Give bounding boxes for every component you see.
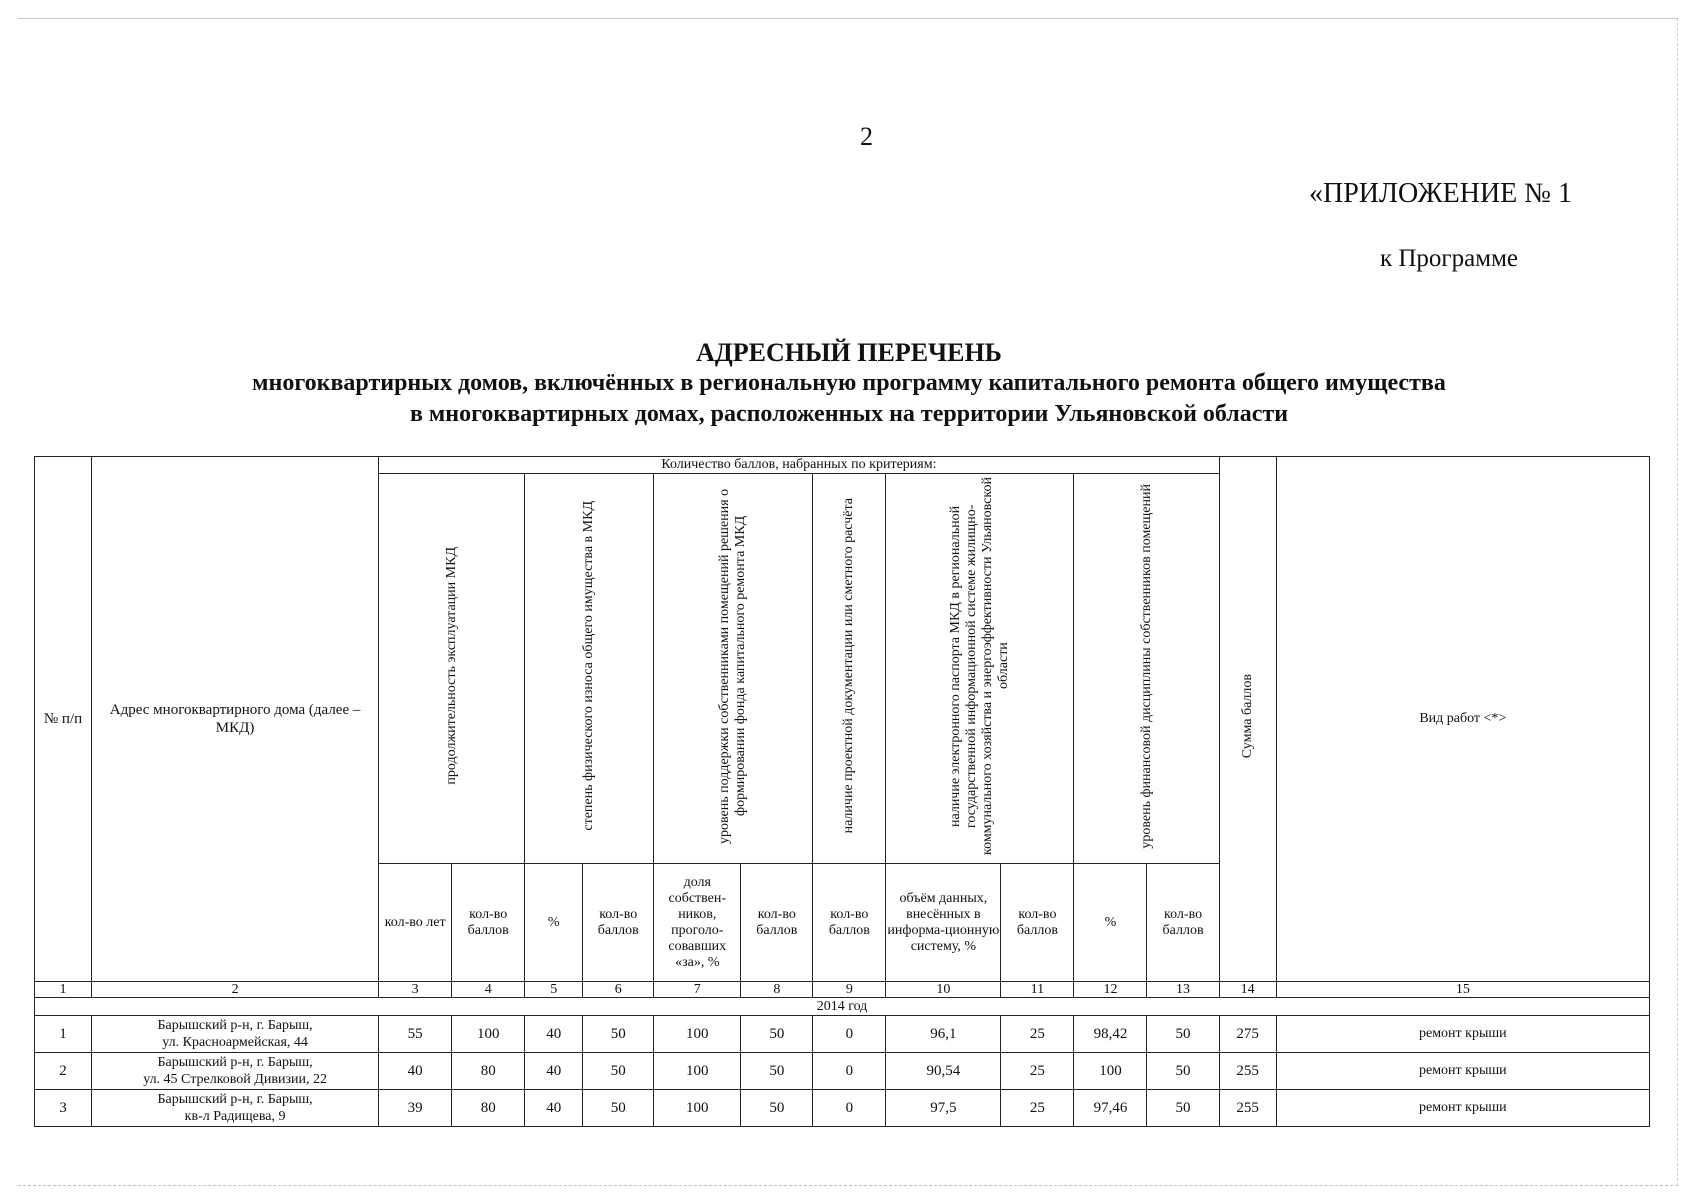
document-subtitle-line-2: в многоквартирных домах, расположенных на территории Ульяновской области (409, 401, 1289, 427)
value-cell: 0 (813, 1053, 886, 1090)
appendix-subtitle: к Программе (1379, 245, 1518, 272)
address-cell: Барышский р-н, г. Барыш, ул. Красноармейская, 44 (92, 1016, 379, 1053)
table-row (35, 1016, 1650, 1053)
total-cell: 275 (1219, 1016, 1276, 1053)
header-address: Адрес многоквартирного дома (далее – МКД) (92, 457, 379, 982)
value-cell: 50 (1147, 1053, 1219, 1090)
value-cell: 97,5 (886, 1090, 1001, 1127)
value-cell: 40 (525, 1090, 583, 1127)
header-criteria-group: Количество баллов, набранных по критериям: (379, 457, 1219, 474)
header-criterion-owner-support: уровень поддержки собственниками помещений решения о формировании фонда капитального ремонта МКД (654, 474, 813, 864)
work-type-cell: ремонт крыши (1276, 1016, 1649, 1053)
header-total-label: Сумма баллов (1239, 674, 1255, 759)
value-cell: 100 (654, 1053, 741, 1090)
header-criterion-financial-discipline: уровень финансовой дисциплины собственников помещений (1074, 474, 1219, 864)
subheader-cell: % (1074, 864, 1147, 982)
value-cell: 97,46 (1074, 1090, 1147, 1127)
subheader-cell: кол-во лет (379, 864, 452, 982)
column-number: 4 (452, 982, 525, 998)
value-cell: 50 (583, 1090, 654, 1127)
address-cell: Барышский р-н, г. Барыш, кв-л Радищева, 9 (92, 1090, 379, 1127)
year-section-label: 2014 год (35, 998, 1650, 1016)
value-cell: 40 (379, 1053, 452, 1090)
column-number: 11 (1001, 982, 1074, 998)
value-cell: 50 (1147, 1090, 1219, 1127)
subheader-cell: кол-во баллов (1147, 864, 1219, 982)
value-cell: 50 (1147, 1016, 1219, 1053)
value-cell: 50 (741, 1053, 813, 1090)
header-total (1219, 457, 1276, 982)
appendix-title: «ПРИЛОЖЕНИЕ № 1 (1309, 178, 1572, 209)
row-number-cell: 2 (35, 1053, 92, 1090)
subheader-cell: кол-во баллов (741, 864, 813, 982)
column-number: 14 (1219, 982, 1276, 998)
document-title: АДРЕСНЫЙ ПЕРЕЧЕНЬ (696, 338, 1002, 367)
value-cell: 96,1 (886, 1016, 1001, 1053)
header-criterion-project-docs: наличие проектной документации или сметного расчёта (813, 474, 886, 864)
value-cell: 0 (813, 1090, 886, 1127)
address-list-table (34, 456, 1650, 1127)
column-number: 1 (35, 982, 92, 998)
subheader-cell: доля собствен-ников, проголо-совавших «за», % (654, 864, 741, 982)
document-subtitle-line-1: многоквартирных домов, включённых в региональную программу капитального ремонта общего имущества (252, 370, 1446, 396)
total-cell: 255 (1219, 1090, 1276, 1127)
table-body (35, 1016, 1650, 1127)
total-cell: 255 (1219, 1053, 1276, 1090)
subheader-cell: кол-во баллов (452, 864, 525, 982)
header-criterion-duration: продолжительность эксплуатации МКД (379, 474, 525, 864)
value-cell: 100 (654, 1016, 741, 1053)
column-number: 2 (92, 982, 379, 998)
subheader-cell: кол-во баллов (1001, 864, 1074, 982)
subheader-cell: кол-во баллов (813, 864, 886, 982)
column-number: 13 (1147, 982, 1219, 998)
subheader-cell: кол-во баллов (583, 864, 654, 982)
value-cell: 25 (1001, 1090, 1074, 1127)
column-number: 10 (886, 982, 1001, 998)
header-number: № п/п (35, 457, 92, 982)
work-type-cell: ремонт крыши (1276, 1090, 1649, 1127)
value-cell: 40 (525, 1016, 583, 1053)
subheader-cell: % (525, 864, 583, 982)
value-cell: 40 (525, 1053, 583, 1090)
row-number-cell: 1 (35, 1016, 92, 1053)
header-criterion-e-passport: наличие электронного паспорта МКД в региональной государственной информационной системе жилищно-коммунального хозяйства и энергоэффективности Ульяновской области (886, 474, 1074, 864)
page-number: 2 (860, 122, 873, 151)
table-row (35, 1090, 1650, 1127)
column-number: 15 (1276, 982, 1649, 998)
header-criterion-wear: степень физического износа общего имущества в МКД (525, 474, 654, 864)
value-cell: 0 (813, 1016, 886, 1053)
value-cell: 39 (379, 1090, 452, 1127)
header-work-type: Вид работ <*> (1276, 457, 1649, 982)
value-cell: 55 (379, 1016, 452, 1053)
value-cell: 50 (741, 1016, 813, 1053)
column-number: 9 (813, 982, 886, 998)
subheader-cell: объём данных, внесённых в информа-ционную систему, % (886, 864, 1001, 982)
column-number: 3 (379, 982, 452, 998)
value-cell: 25 (1001, 1016, 1074, 1053)
column-number: 7 (654, 982, 741, 998)
value-cell: 50 (741, 1090, 813, 1127)
value-cell: 80 (452, 1053, 525, 1090)
column-number: 6 (583, 982, 654, 998)
value-cell: 50 (583, 1053, 654, 1090)
value-cell: 90,54 (886, 1053, 1001, 1090)
value-cell: 100 (452, 1016, 525, 1053)
row-number-cell: 3 (35, 1090, 92, 1127)
column-number: 5 (525, 982, 583, 998)
value-cell: 98,42 (1074, 1016, 1147, 1053)
column-number: 12 (1074, 982, 1147, 998)
value-cell: 80 (452, 1090, 525, 1127)
value-cell: 25 (1001, 1053, 1074, 1090)
table-row (35, 1053, 1650, 1090)
address-cell: Барышский р-н, г. Барыш, ул. 45 Стрелковой Дивизии, 22 (92, 1053, 379, 1090)
value-cell: 50 (583, 1016, 654, 1053)
column-number-row (35, 982, 1650, 998)
value-cell: 100 (654, 1090, 741, 1127)
work-type-cell: ремонт крыши (1276, 1053, 1649, 1090)
column-number: 8 (741, 982, 813, 998)
value-cell: 100 (1074, 1053, 1147, 1090)
